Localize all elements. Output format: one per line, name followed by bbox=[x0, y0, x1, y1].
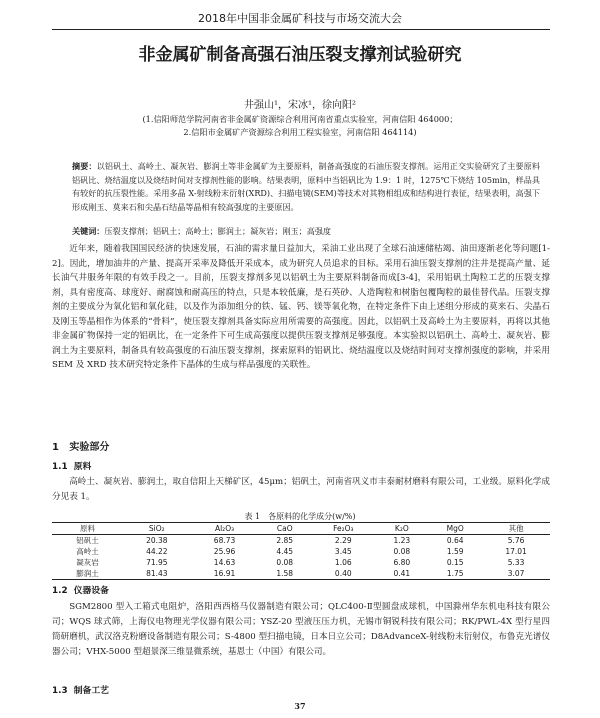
table-header-cell: K₂O bbox=[376, 523, 429, 535]
table-header-row bbox=[52, 523, 550, 535]
subsection-1-1-title: 原料 bbox=[73, 462, 92, 472]
keywords-text: 压裂支撑剂；铝矾土；高岭土；膨润土；凝灰岩；刚玉；高强度 bbox=[104, 226, 332, 236]
abstract bbox=[72, 160, 540, 214]
table-cell: 44.22 bbox=[146, 547, 168, 556]
table-header-cell: MgO bbox=[428, 523, 482, 535]
table-cell: 凝灰岩 bbox=[76, 558, 99, 567]
abstract-label: 摘要： bbox=[72, 161, 97, 171]
header-rule bbox=[52, 29, 550, 30]
table-cell: 5.33 bbox=[507, 558, 525, 567]
keywords-label: 关键词： bbox=[72, 226, 105, 236]
section-1-heading bbox=[52, 438, 109, 453]
table-cell: 4.45 bbox=[276, 547, 294, 556]
table-cell: 20.38 bbox=[146, 536, 168, 545]
table-row bbox=[52, 557, 550, 568]
abstract-text: 以铝矾土、高岭土、凝灰岩、膨润土等非金属矿为主要原料，制备高强度的石油压裂支撑剂。运用正交实验研究了主要原料铝矾比、烧结温度以及烧结时间对支撑剂性能的影响。结果表明，原料中当铝矾比为 1.9：1 时，1275℃下烧结 105min，样品具有较好的抗压裂性能。采用多晶 X-射线粉末衍射(XRD)、扫描电镜(SEM)等技术对其物相组成和结构进行表征，结果表明，高强下形成刚玉、莫来石和尖晶石结晶等晶相有较高强度的主要原因。 bbox=[72, 161, 540, 212]
table-row bbox=[52, 546, 550, 557]
section-1-title: 实验部分 bbox=[69, 442, 110, 453]
journal-header: 2018年中国非金属矿科技与市场交流大会 bbox=[198, 12, 402, 25]
table-cell: 0.41 bbox=[376, 568, 429, 580]
table-row bbox=[52, 568, 550, 580]
table-header-cell: Fe₂O₃ bbox=[311, 523, 375, 535]
table-cell: 3.45 bbox=[334, 547, 352, 556]
table-header-cell: Al₂O₃ bbox=[191, 523, 259, 535]
section-1-number: 1 bbox=[52, 442, 59, 453]
table-header-cell: CaO bbox=[258, 523, 311, 535]
subsection-1-3-number: 1.3 bbox=[52, 686, 68, 696]
equipment-paragraph: SGM2800 型入工箱式电阻炉，洛阳西西格马仪器制造有限公司；QLC400-Ⅱ型圆盘成球机，中国滁州华东机电科技有限公司；WQS 球式筛，上海仪电物理光学仪器有限公司；YSZ-20 型液压压力机，无锡市铜锐科技有限公司；RK/PWL-4X 型行星四筒研磨机，武汉洛克粉磨设备制造有限公司；S-4800 型扫描电镜，日本日立公司；D8AdvanceX-射线粉末衍射仪，布鲁克光谱仪器公司；VHX-5000 型超景深三维显微系统，基恩士（中国）有限公司。 bbox=[52, 602, 550, 657]
subsection-1-1-heading bbox=[52, 459, 91, 472]
introduction-paragraph: 近年来，随着我国国民经济的快速发展，石油的需求量日益加大，采油工业出现了全球石油速储枯竭、油田逐渐老化等问题[1-2]。因此，增加油井的产量、提高开采率及降低开采成本，成为研究人员追求的目标。采用石油压裂支撑剂的注井是提高产量、延长油气井服务年限的有效手段之一。目前，压裂支撑剂多见以铝矾土为主要原料制备而成[3-4]，采用铝矾土陶粒工艺的压裂支撑剂，具有密度高、球度好、耐腐蚀和耐高压的特点，只是本较低廉，是石英砂、人造陶粒和树脂包覆陶粒的最佳替代品。压裂支撑剂的主要成分为氧化铝和氧化硅，以及作为添加组分的铁、锰、钙、镁等氧化物，在特定条件下由上述组分形成的莫来石、尖晶石及刚玉等晶相作为体系的“骨料”，使压裂支撑剂具备实际应用所需要的高强度。因此，以铝矾土及高岭土为主要原料，再将以其他非金属矿物保持一定的铝矾比，在一定条件下可生成高强度以提供压裂支撑剂足够强度。本实验拟以铝矾土、高岭土、凝灰岩、膨润土为主要原料，制备具有较高强度的石油压裂支撑剂，探索原料的铝矾比、烧结温度以及烧结时间对支撑剂强度的影响，并采用 SEM 及 XRD 技术研究特定条件下晶体的生成与样品强度的关联性。 bbox=[52, 244, 551, 370]
table-cell: 5.76 bbox=[507, 536, 525, 545]
table-cell: 铝矾土 bbox=[76, 536, 99, 545]
paper-title: 非金属矿制备高强石油压裂支撑剂试验研究 bbox=[138, 45, 462, 65]
table-cell: 1.06 bbox=[334, 558, 352, 567]
table-row bbox=[52, 535, 550, 547]
table-cell: 0.08 bbox=[393, 547, 411, 556]
table-cell: 17.01 bbox=[505, 547, 527, 556]
table-cell: 71.95 bbox=[146, 558, 168, 567]
table-cell: 2.29 bbox=[334, 536, 352, 545]
keywords bbox=[72, 226, 540, 237]
subsection-1-2-title: 仪器设备 bbox=[73, 586, 109, 596]
table-cell: 1.23 bbox=[393, 536, 411, 545]
affiliation-1: (1.信阳师范学院河南省非金属矿资源综合利用河南省重点实验室，河南信阳 464000； bbox=[142, 114, 458, 124]
table-cell: 0.15 bbox=[446, 558, 464, 567]
table-cell: 68.73 bbox=[213, 536, 236, 545]
materials-paragraph: 高岭土、凝灰岩、膨润土，取自信阳上天梯矿区，45μm；铝矾土，河南省巩义市丰泰耐材磨料有限公司，工业级。原料化学成分见表 1。 bbox=[52, 477, 550, 502]
table-cell: 81.43 bbox=[123, 568, 191, 580]
subsection-1-2-number: 1.2 bbox=[52, 586, 68, 596]
table-cell: 25.96 bbox=[213, 547, 236, 556]
table-cell: 0.40 bbox=[311, 568, 375, 580]
authors: 井强山¹，宋冰¹，徐向阳² bbox=[243, 100, 357, 111]
table-header-cell: SiO₂ bbox=[123, 523, 191, 535]
table-cell: 6.80 bbox=[393, 558, 411, 567]
table-header-cell: 其他 bbox=[482, 523, 550, 535]
subsection-1-3-title: 制备工艺 bbox=[73, 686, 109, 696]
subsection-1-2-heading bbox=[52, 583, 109, 596]
table-cell: 1.59 bbox=[446, 547, 464, 556]
table-cell: 0.08 bbox=[276, 558, 294, 567]
table-cell: 0.64 bbox=[446, 536, 464, 545]
subsection-1-1-number: 1.1 bbox=[52, 462, 68, 472]
table-cell: 2.85 bbox=[276, 536, 294, 545]
page-number: 37 bbox=[294, 701, 306, 711]
table-1 bbox=[52, 522, 550, 580]
table-cell: 16.91 bbox=[191, 568, 259, 580]
table-1-title: 表 1 各原料的化学成分(w/%) bbox=[244, 512, 356, 521]
table-cell: 14.63 bbox=[213, 558, 236, 567]
table-cell: 高岭土 bbox=[76, 547, 99, 556]
table-cell: 1.58 bbox=[258, 568, 311, 580]
table-cell: 1.75 bbox=[428, 568, 482, 580]
table-cell: 3.07 bbox=[482, 568, 550, 580]
table-header-cell: 原料 bbox=[52, 523, 123, 535]
affiliation-2: 2.信阳市金属矿产资源综合利用工程实验室，河南信阳 464114) bbox=[183, 127, 417, 137]
subsection-1-3-heading bbox=[52, 683, 109, 696]
table-cell: 膨润土 bbox=[52, 568, 123, 580]
